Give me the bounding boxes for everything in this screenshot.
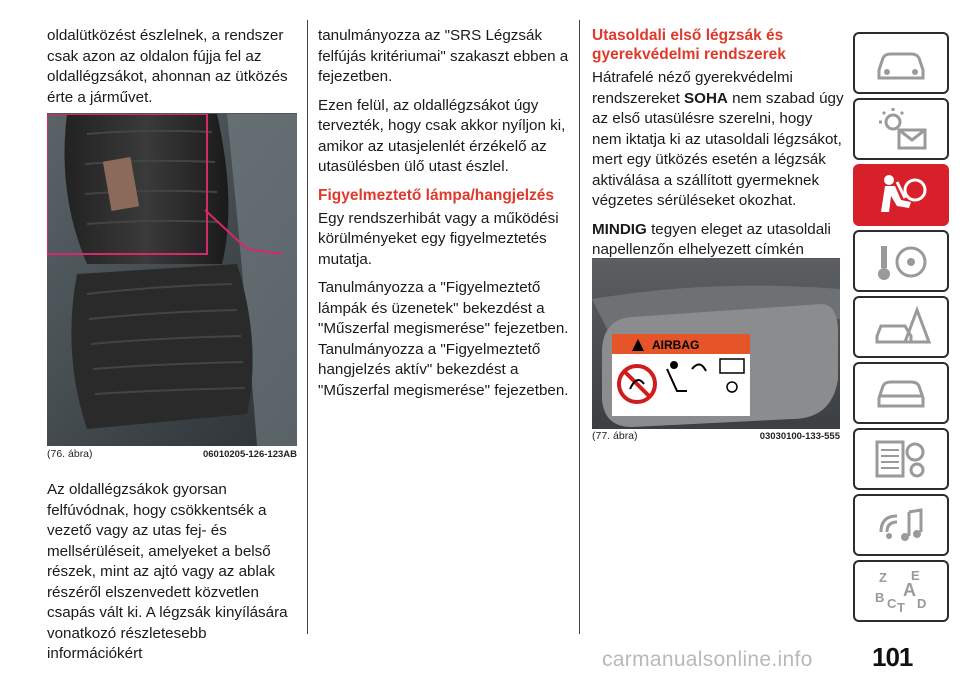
tab-index[interactable] (853, 560, 949, 622)
text-column-2 (318, 26, 570, 409)
car-seat-photo (47, 114, 297, 446)
paragraph: Tanulmányozza a "Figyelmeztető lámpák és üzenetek" bekezdést a "Műszerfal megismerése" fejezetben. Tanulmányozza a "Figyelmeztető hangjelzés aktív" bekezdést a "Műszerfal megismerése" fejezetben. (318, 279, 569, 399)
breakdown-triangle-icon (871, 304, 931, 350)
chapter-tabs (853, 32, 953, 626)
index-letter: Z (879, 570, 887, 585)
tab-car-service[interactable] (853, 362, 949, 424)
paragraph (592, 68, 844, 212)
car-service-icon (871, 370, 931, 416)
figure-number: (77. ábra) (592, 430, 638, 442)
index-icon (871, 568, 931, 614)
emphasis: SOHA (684, 89, 728, 107)
paragraph: Az oldallégzsákok gyorsan felfúvódnak, hogy csökkentsék a vezető vagy az utas fej- és mellsérüléseit, amelyeket a belső részek, mint az ajtó vagy az ablak részéről elszenvedett közvetlen csapás vált ki. A légzsák kinyílására vonatkozó részletesebb információkért (47, 481, 288, 662)
tab-multimedia[interactable] (853, 494, 949, 556)
figure-77 (592, 258, 840, 429)
airbag-safety-icon (871, 172, 931, 218)
warning-lights-icon (871, 106, 931, 152)
index-letter: D (917, 596, 927, 611)
column-divider-left (307, 20, 308, 634)
page-number: 101 (872, 642, 913, 672)
column-divider-right (579, 20, 580, 634)
tab-specifications[interactable] (853, 428, 949, 490)
tab-airbag-safety[interactable] (853, 164, 949, 226)
text-span: Hátrafelé néző gyerekvédelmi rendszereket (592, 69, 793, 107)
index-letter: B (875, 590, 885, 605)
figure-code: 06010205-126-123AB (202, 449, 297, 460)
car-dashboard-icon (871, 40, 931, 86)
text-span: nem szabad úgy az első utasülésre szerelni, hogy nem iktatja ki az utasoldali légzsákot, mert egy ütközés esetén a légzsák aktiválása a szállított gyermeknek végzetes sérüléseket okozhat. (592, 89, 844, 209)
tab-key-steering[interactable] (853, 230, 949, 292)
section-heading: Utasoldali első légzsák és gyerekvédelmi rendszerek (592, 27, 786, 63)
key-steering-icon (871, 238, 931, 284)
index-letter: A (903, 580, 916, 600)
text-column-1-bottom (47, 480, 299, 673)
figure-code: 03030100-133-555 (759, 431, 840, 442)
figure-76-caption (47, 448, 297, 460)
watermark: carmanualsonline.info (602, 648, 813, 671)
text-column-1 (47, 26, 299, 116)
index-letter: C (887, 596, 897, 611)
figure-77-caption (592, 430, 840, 442)
sun-visor-photo (592, 259, 840, 429)
paragraph: Ezen felül, az oldallégzsákot úgy tervezték, hogy csak akkor nyíljon ki, amikor az utasjelenlét érzékelő az utasülésben ülő utast észlel. (318, 96, 566, 175)
index-letter: E (911, 568, 920, 583)
multimedia-icon (871, 502, 931, 548)
section-heading: Figyelmeztető lámpa/hangjelzés (318, 186, 555, 204)
figure-76 (47, 113, 297, 446)
paragraph: tanulmányozza az "SRS Légzsák felfújás kritériumai" szakaszt ebben a fejezetben. (318, 27, 569, 85)
index-letter: T (897, 600, 905, 614)
text-span: tegyen eleget az utasoldali napellenzőn elhelyezett címkén (592, 220, 831, 258)
airbag-label-text: AIRBAG (652, 338, 700, 352)
paragraph: Egy rendszerhibát vagy a működési körülményeket egy figyelmeztetés mutatja. (318, 209, 559, 268)
tab-car-dashboard[interactable] (853, 32, 949, 94)
figure-number: (76. ábra) (47, 448, 93, 460)
tab-warning-lights[interactable] (853, 98, 949, 160)
emphasis: MINDIG (592, 220, 647, 238)
paragraph: oldalütközést észlelnek, a rendszer csak azon az oldalon fújja fel az oldallégzsákot, ahonnan az ütközés érte a járművet. (47, 27, 288, 106)
specifications-icon (871, 436, 931, 482)
tab-breakdown[interactable] (853, 296, 949, 358)
text-column-3 (592, 26, 844, 289)
